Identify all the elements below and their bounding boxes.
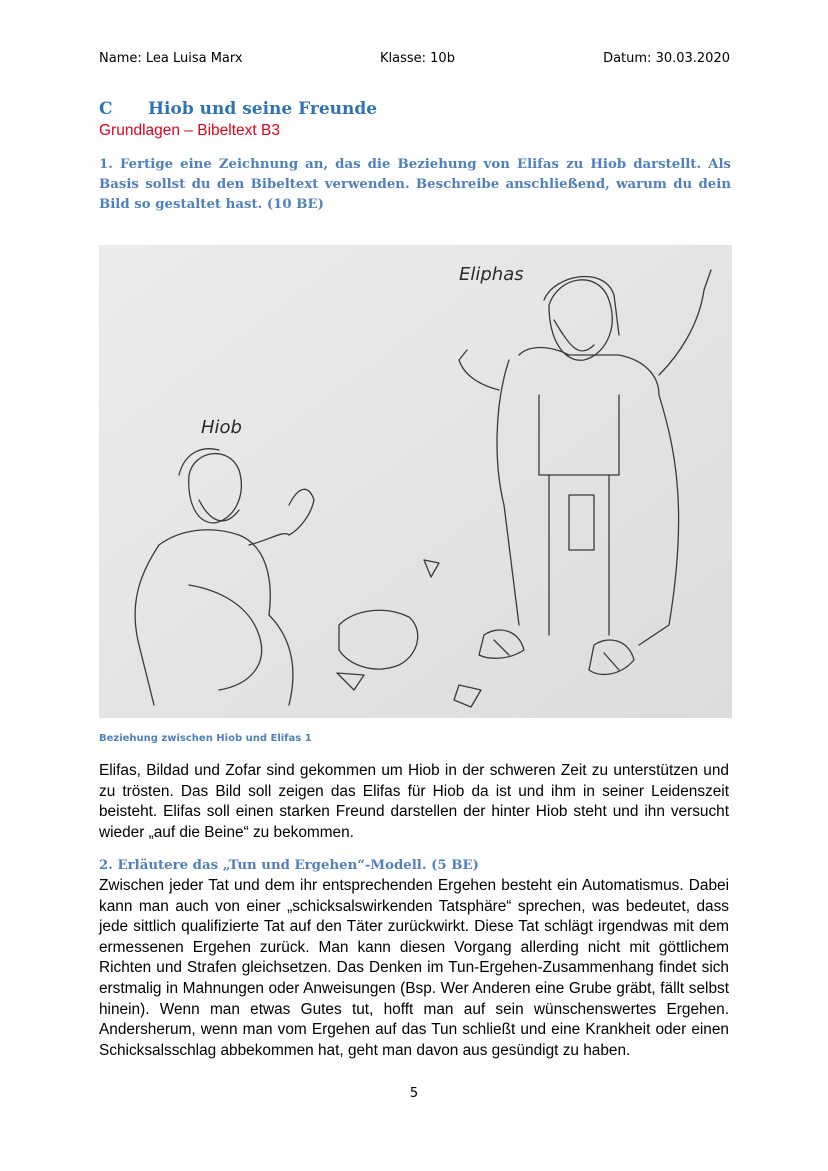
pencil-drawing (99, 245, 732, 718)
label-hiob: Hiob (201, 417, 242, 438)
answer-2: Zwischen jeder Tat und dem ihr entsprechenden Ergehen besteht ein Automatismus. Dabei kann man auch von einer „schicksalswirkenden Tatsphäre“ sprechen, was bedeutet, dass jede sittlich qualifizierte Tat auf den Täter zurückwirkt. Diese Tat schlägt irgendwas mit dem ermessenen Ergehen zurück. Man kann diesen Vorgang allerding nicht mit göttlichem Richten und Strafen gleichsetzen. Das Denken im Tun-Ergehen-Zusammenhang findet sich erstmalig in Mahnungen oder Anweisungen (Bsp. Wer Anderen eine Grube gräbt, fällt selbst hinein). Wenn man etwas Gutes tut, hofft man auf sein wünschenswertes Ergehen. Andersherum, wenn man vom Ergehen auf das Tun schließt und eine Krankheit oder einen Schicksalsschlag abbekommen hat, geht man davon aus gesündigt zu haben. (99, 877, 729, 1059)
section-title: Hiob und seine Freunde (148, 99, 378, 119)
header-class: Klasse: 10b (380, 51, 455, 66)
page-number: 5 (409, 1086, 419, 1101)
section-heading (99, 99, 377, 119)
task-2: 2. Erläutere das „Tun und Ergehen“-Modell. (5 BE) (99, 858, 479, 873)
header-name: Name: Lea Luisa Marx (99, 51, 243, 66)
header-date: Datum: 30.03.2020 (603, 51, 730, 66)
figure-caption: Beziehung zwischen Hiob und Elifas 1 (99, 733, 312, 744)
section-subtitle: Grundlagen – Bibeltext B3 (99, 122, 280, 139)
section-letter: C (99, 99, 113, 119)
label-elifas: Eliphas (459, 264, 524, 285)
answer-1: Elifas, Bildad und Zofar sind gekommen um Hiob in der schweren Zeit zu unterstützen und zu trösten. Das Bild soll zeigen das Elifas für Hiob da ist und ihm in seiner Leidenszeit beisteht. Elifas soll einen starken Freund darstellen der hinter Hiob steht und ihn versucht wieder „auf die Beine“ zu bekommen. (99, 762, 729, 841)
drawing-illustration (99, 245, 732, 718)
task-1: 1. Fertige eine Zeichnung an, das die Beziehung von Elifas zu Hiob darstellt. Als Basis sollst du den Bibeltext verwenden. Beschreibe anschließend, warum du dein Bild so gestaltet hast. (10 BE) (99, 157, 731, 212)
